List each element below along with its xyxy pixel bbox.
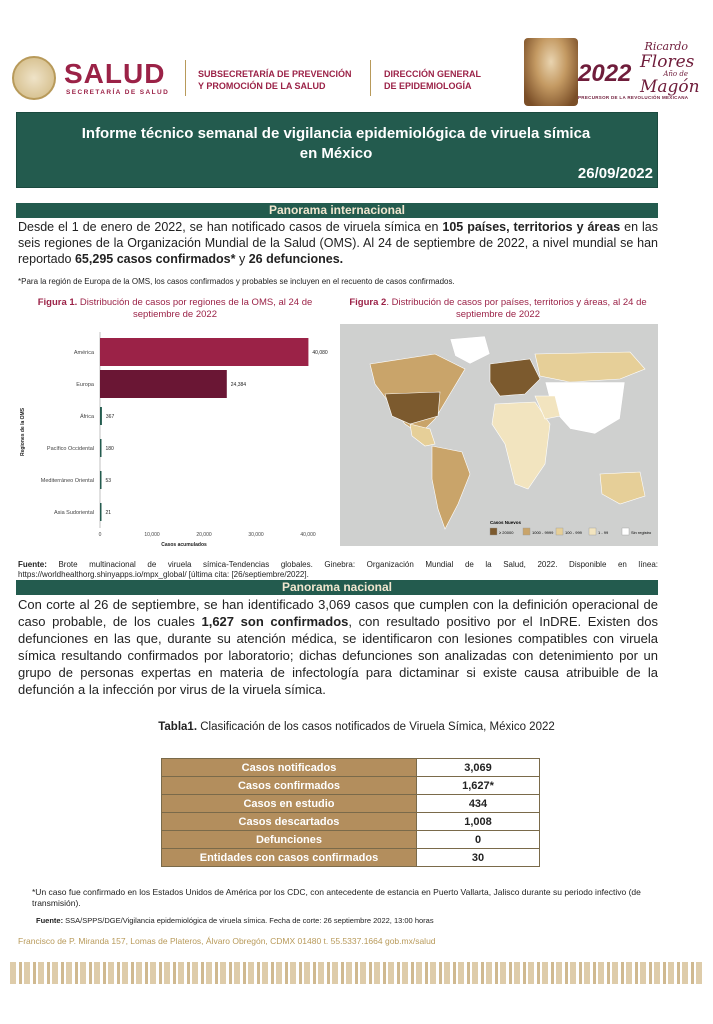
figure-source (18, 560, 658, 580)
international-paragraph (18, 219, 658, 267)
table-row (162, 813, 540, 831)
map-legend-label: Sin registro (631, 530, 652, 535)
report-title-line2: en México (299, 145, 373, 162)
chart-value-label: 24,384 (230, 382, 247, 388)
map-legend-label: 1 - 99 (598, 530, 609, 535)
figure1-caption (20, 297, 330, 321)
chart-bar (100, 407, 102, 425)
chart-x-tick-label: 30,000 (248, 532, 264, 538)
section-international: Panorama internacional (16, 203, 658, 218)
chart-bar (100, 439, 102, 457)
chart-bar (100, 338, 308, 366)
footer-address: Francisco de P. Miranda 157, Lomas de Plateros, Álvaro Obregón, CDMX 01480 t. 55.5337.1664 gob.mx/salud (18, 936, 436, 946)
intl-bold-deaths: 26 defunciones. (248, 252, 344, 266)
header-divider (185, 60, 186, 96)
intl-text-2: en las seis regiones de la Organización Mundial de la Salud (OMS). Al 24 de septiembre de 2022, a nivel mundial se han reportado (18, 220, 658, 266)
national-paragraph (18, 596, 658, 698)
table-row-value: 1,008 (417, 813, 540, 831)
logo-magon: Magón (640, 77, 700, 97)
chart-category-label: América (73, 350, 94, 356)
direccion-line2: DE EPIDEMIOLOGÍA (384, 81, 472, 91)
section-national: Panorama nacional (16, 580, 658, 595)
mexico-seal-logo (12, 56, 56, 100)
table-row (162, 759, 540, 777)
chart-bar (100, 370, 227, 398)
table-row-value: 30 (417, 849, 540, 867)
table-row (162, 777, 540, 795)
salud-logo-text: SALUD (64, 58, 166, 89)
chart-category-label: Asia Sudoriental (53, 510, 94, 516)
precursor-text: PRECURSOR DE LA REVOLUCIÓN MEXICANA (578, 95, 689, 100)
map-legend-title: Casos Nuevos (490, 520, 522, 525)
bar-chart-regions (16, 322, 332, 550)
table-row-value: 434 (417, 795, 540, 813)
source-label: Fuente: (18, 560, 47, 569)
figure2-label: Figura 2 (349, 297, 387, 308)
national-bold-confirmed: 1,627 son confirmados (201, 614, 349, 629)
chart-category-label: Europa (76, 382, 94, 388)
intl-bold-countries: 105 países, territorios y áreas (442, 220, 621, 234)
salud-logo-subtitle: SECRETARÍA DE SALUD (66, 89, 170, 96)
national-text-2: , con resultado positivo por el InDRE. Existen dos defunciones en las que, durante su atención médica, se identificaron con lesiones compatibles con viruela símica resultando confirmados por laboratorio; dichas defunciones son analizadas con detenimiento por un grupo de personas expertas en materia de infectología para dictaminar si existe causa atribuible de la defunción a la infección por virus de la viruela símica. (18, 614, 658, 697)
report-title (30, 124, 642, 164)
table-row-label: Entidades con casos confirmados (162, 849, 417, 867)
chart-x-tick-label: 0 (98, 532, 102, 538)
table-row (162, 831, 540, 849)
table-title-text: Clasificación de los casos notificados de Viruela Símica, México 2022 (197, 721, 555, 733)
chart-value-label: 53 (105, 478, 112, 484)
table-note: *Un caso fue confirmado en los Estados Unidos de América por los CDC, con antecedente de estancia en Puerto Vallarta, Jalisco durante su periodo infectivo (de transmisión). (32, 887, 641, 908)
map-legend-swatch (523, 528, 530, 535)
report-title-line1: Informe técnico semanal de vigilancia epidemiológica de viruela símica (81, 125, 591, 142)
intl-text-1: Desde el 1 de enero de 2022, se han notificado casos de viruela símica en (18, 220, 443, 234)
figure1-text: Distribución de casos por regiones de la OMS, al 24 de septiembre de 2022 (77, 297, 313, 320)
table-row-value: 0 (417, 831, 540, 849)
cases-table (161, 758, 540, 867)
chart-value-label: 180 (105, 446, 114, 452)
chart-x-tick-label: 20,000 (196, 532, 212, 538)
chart-bar (100, 503, 102, 521)
chart-x-tick-label: 40,000 (300, 532, 316, 538)
figure2-caption (338, 297, 658, 321)
table-source-label: Fuente: (36, 916, 64, 925)
table-source-text: SSA/SPPS/DGE/Vigilancia epidemiológica de viruela símica. Fecha de corte: 26 septiembre 2022, 13:00 horas (63, 916, 434, 925)
map-legend-swatch (556, 528, 563, 535)
chart-value-label: 21 (105, 510, 112, 516)
table-row-label: Casos notificados (162, 759, 417, 777)
year-2022-logo: 2022 (578, 60, 632, 87)
table-row-label: Casos en estudio (162, 795, 417, 813)
map-legend-swatch (589, 528, 596, 535)
intl-text-3: y (235, 252, 249, 266)
flores-magon-logo (640, 40, 700, 97)
subsecretaria-line2: Y PROMOCIÓN DE LA SALUD (198, 81, 326, 91)
map-legend-label: 100 - 999 (565, 530, 582, 535)
chart-x-axis-label: Casos acumulados (161, 542, 207, 548)
chart-value-label: 40,080 (312, 350, 328, 356)
table-label: Tabla1. (158, 721, 198, 733)
table-source (36, 916, 666, 926)
chart-category-label: Pacífico Occidental (46, 446, 94, 452)
logo-flores: Flores (640, 52, 695, 72)
table-caption (120, 721, 593, 733)
map-legend-swatch (490, 528, 497, 535)
map-legend-label: 1000 - 9999 (532, 530, 554, 535)
decorative-greca-border (10, 962, 702, 984)
direccion-line1: DIRECCIÓN GENERAL (384, 69, 482, 79)
intl-bold-cases: 65,295 casos confirmados* (74, 252, 236, 266)
flores-magon-portrait (524, 38, 578, 106)
figure2-text: . Distribución de casos por países, territorios y áreas, al 24 de septiembre de 2022 (386, 297, 647, 320)
table-row (162, 849, 540, 867)
map-legend-swatch (622, 528, 629, 535)
subsecretaria-line1: SUBSECRETARÍA DE PREVENCIÓN (198, 69, 352, 79)
table-row-label: Casos descartados (162, 813, 417, 831)
logo-anio-de: Año de (663, 70, 688, 78)
table-row-label: Defunciones (162, 831, 417, 849)
map-legend-label: ≥ 20000 (499, 530, 514, 535)
logo-ricardo: Ricardo (644, 40, 688, 53)
subsecretaria-label (198, 68, 352, 92)
national-text-1: Con corte al 26 de septiembre, se han identificado 3,069 casos que cumplen con la definición operacional de caso probable, de los cuales (18, 597, 658, 629)
chart-y-axis-label: Regiones de la OMS (20, 407, 26, 457)
chart-category-label: África (79, 414, 94, 420)
table-row-value: 3,069 (417, 759, 540, 777)
header-divider (370, 60, 371, 96)
chart-value-label: 367 (105, 414, 115, 420)
table-row-value: 1,627* (417, 777, 540, 795)
source-text: Brote multinacional de viruela símica-Tendencias globales. Ginebra: Organización Mundial de la Salud, 2022. Disponible en línea: https://worldhealthorg.shinyapps.io/mpx_global/ [última cita: [26/septiembre/2022]. (18, 560, 658, 579)
table-row (162, 795, 540, 813)
report-date: 26/09/2022 (577, 165, 653, 182)
international-note: *Para la región de Europa de la OMS, los casos confirmados y probables se incluyen en el recuento de casos confirmados. (18, 277, 455, 286)
table-row-label: Casos confirmados (162, 777, 417, 795)
chart-bar (100, 471, 102, 489)
chart-category-label: Mediterráneo Oriental (40, 478, 94, 484)
figure1-label: Figura 1. (37, 297, 78, 308)
chart-x-tick-label: 10,000 (144, 532, 160, 538)
direccion-label (384, 68, 481, 92)
world-map-cases (340, 324, 658, 546)
